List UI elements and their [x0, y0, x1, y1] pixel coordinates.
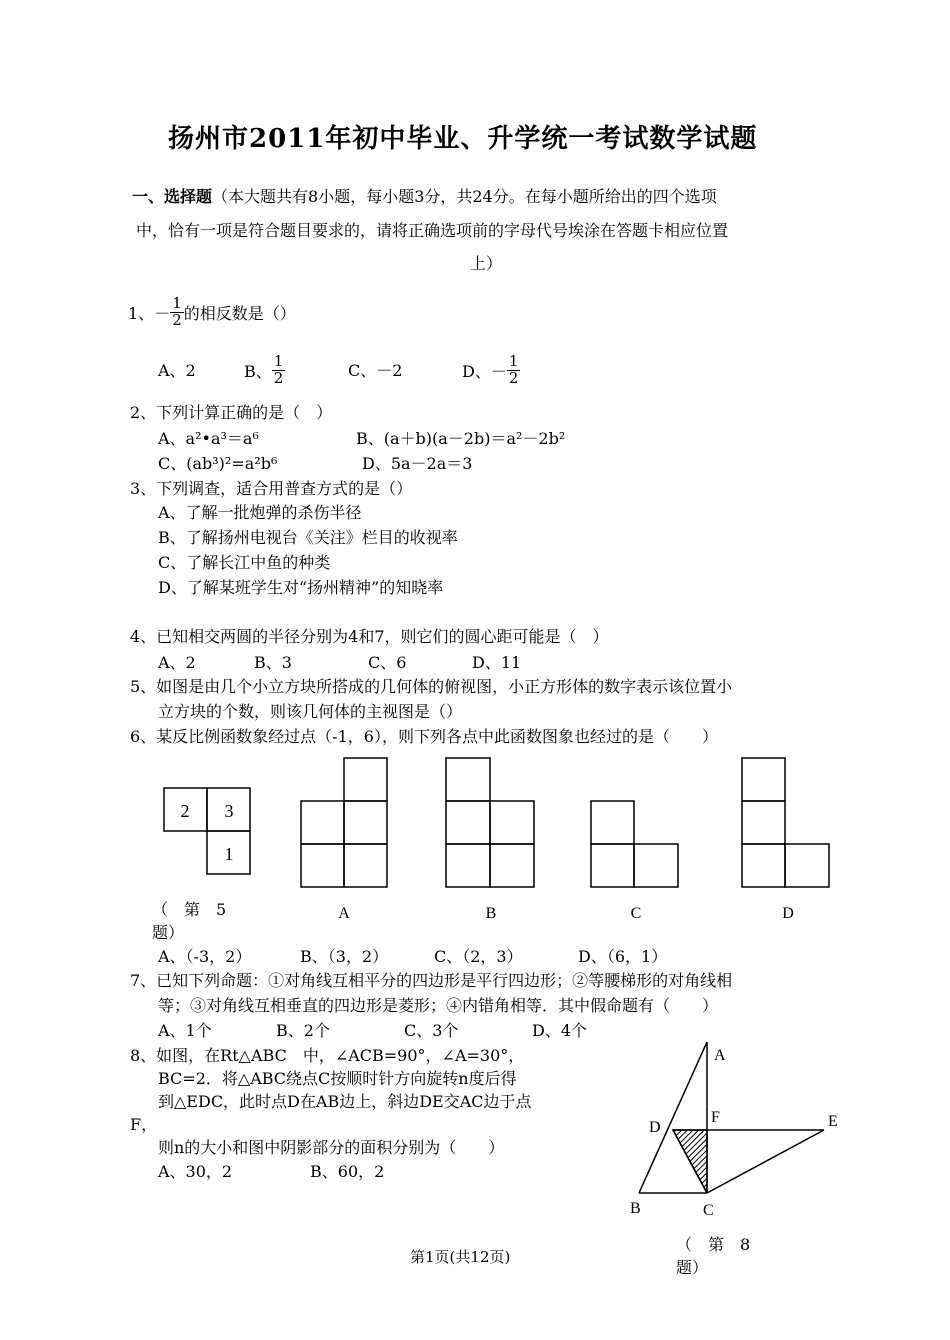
- q4-option-c: C、6: [368, 653, 407, 672]
- grid-number: 2: [180, 801, 190, 821]
- view-b-cell: [490, 801, 534, 844]
- vertex-b: B: [630, 1200, 641, 1217]
- page-title: 扬州市2011年初中毕业、升学统一考试数学试题: [168, 124, 758, 154]
- q5-caption-line1: （ 第 5: [152, 900, 227, 919]
- vertex-d: D: [649, 1119, 661, 1136]
- q1-option-c: C、－2: [348, 361, 403, 380]
- q7-option-b: B、2个: [276, 1021, 330, 1040]
- question-8-line3: 到△EDC，此时点D在AB边上，斜边DE交AC边于点: [158, 1092, 532, 1111]
- option-label: B、: [244, 361, 272, 381]
- view-b-cell: [446, 758, 490, 801]
- q7-option-d: D、4个: [532, 1021, 588, 1040]
- view-b-cell: [490, 844, 534, 887]
- view-a-cell: [344, 801, 387, 844]
- figure-label-a: A: [338, 905, 350, 922]
- view-b-cell: [446, 801, 490, 844]
- question-7-line2: 等；③对角线互相垂直的四边形是菱形；④内错角相等．其中假命题有（ ）: [158, 996, 719, 1015]
- q2-option-d: D、5a－2a＝3: [362, 454, 473, 473]
- q8-option-b: B、60，2: [310, 1162, 385, 1181]
- question-number: 1、: [128, 303, 155, 323]
- section-heading: 一、选择题: [132, 187, 213, 206]
- question-6: 6、某反比例函数象经过点（-1，6），则下列各点中此函数图象也经过的是（ ）: [130, 727, 718, 746]
- figure-label-b: B: [485, 905, 497, 922]
- view-a-cell: [301, 844, 344, 887]
- q3-option-c: C、了解长江中鱼的种类: [158, 553, 331, 572]
- q8-option-a: A、30，2: [158, 1162, 233, 1181]
- q2-option-c: C、(ab³)²=a²b⁶: [158, 454, 278, 473]
- q1-option-a: A、2: [158, 361, 196, 380]
- q3-option-a: A、了解一批炮弹的杀伤半径: [158, 503, 362, 522]
- question-4: 4、已知相交两圆的半径分别为4和7，则它们的圆心距可能是（ ）: [130, 627, 609, 646]
- question-8-line4: F，: [130, 1115, 158, 1134]
- q3-option-d: D、了解某班学生对“扬州精神”的知晓率: [158, 578, 444, 597]
- question-8-line1: 8、如图，在Rt△ABC 中，∠ACB=90°，∠A=30°，: [130, 1046, 525, 1065]
- vertex-a: A: [714, 1047, 726, 1064]
- vertex-e: E: [828, 1113, 838, 1130]
- minus-sign: －: [154, 303, 171, 323]
- section-intro-line2: 中，恰有一项是符合题目要求的，请将正确选项前的字母代号埃涂在答题卡相应位置: [136, 221, 729, 240]
- fraction-denominator: 2: [508, 368, 519, 387]
- view-c-cell: [591, 844, 634, 887]
- q8-caption-line1: （ 第 8: [676, 1235, 751, 1254]
- question-8-line5: 则n的大小和图中阴影部分的面积分别为（ ）: [158, 1138, 505, 1157]
- figure-label-c: C: [630, 905, 642, 922]
- view-c-cell: [591, 801, 634, 844]
- question-5-line1: 5、如图是由几个小立方块所搭成的几何体的俯视图，小正方形体的数字表示该位置小: [130, 677, 733, 696]
- question-text: 的相反数是（）: [183, 303, 296, 323]
- question-5-line2: 立方块的个数，则该几何体的主视图是（）: [158, 702, 463, 721]
- grid-number: 3: [224, 801, 234, 821]
- view-b-cell: [446, 844, 490, 887]
- view-d-cell: [785, 844, 829, 887]
- q4-option-a: A、2: [158, 653, 196, 672]
- point-f: F: [711, 1109, 720, 1126]
- section-intro-text: （本大题共有8小题，每小题3分，共24分。在每小题所给出的四个选项: [212, 187, 717, 206]
- view-a-cell: [344, 844, 387, 887]
- section-intro-line3: 上）: [470, 254, 503, 273]
- view-d-cell: [742, 801, 785, 844]
- fraction-numerator: 1: [508, 351, 519, 370]
- view-d-cell: [742, 758, 785, 801]
- q3-option-b: B、了解扬州电视台《关注》栏目的收视率: [158, 528, 458, 547]
- view-d-cell: [742, 844, 785, 887]
- page-footer: 第1页(共12页): [410, 1248, 511, 1266]
- question-7-line1: 7、已知下列命题：①对角线互相平分的四边形是平行四边形；②等腰梯形的对角线相: [130, 971, 733, 990]
- q6-option-d: D、（6，1）: [578, 947, 668, 966]
- figure-label-d: D: [782, 905, 794, 922]
- q7-option-c: C、3个: [404, 1021, 459, 1040]
- view-a-cell: [301, 801, 344, 844]
- fraction-numerator: 1: [273, 351, 284, 370]
- question-3: 3、下列调查，适合用普查方式的是（）: [130, 479, 413, 498]
- q4-option-b: B、3: [254, 653, 292, 672]
- q2-option-a: A、a²•a³＝a⁶: [158, 429, 259, 448]
- q2-option-b: B、(a＋b)(a－2b)＝a²－2b²: [356, 429, 566, 448]
- fraction-denominator: 2: [172, 310, 182, 329]
- q6-option-a: A、（-3，2）: [158, 947, 252, 966]
- question-2: 2、下列计算正确的是（ ）: [130, 403, 333, 422]
- fraction-numerator: 1: [172, 293, 182, 312]
- q8-triangle-figure: [600, 1030, 860, 1230]
- view-a-cell: [344, 758, 387, 801]
- q4-option-d: D、11: [472, 653, 522, 672]
- vertex-c: C: [703, 1202, 714, 1219]
- q5-caption-line2: 题）: [152, 923, 185, 942]
- q6-option-c: C、（2，3）: [434, 947, 523, 966]
- option-label: D、－: [462, 361, 507, 381]
- q6-option-b: B、（3，2）: [300, 947, 389, 966]
- grid-number: 1: [224, 844, 234, 864]
- view-c-cell: [634, 844, 678, 887]
- q8-caption-line2: 题）: [676, 1258, 709, 1277]
- q7-option-a: A、1个: [158, 1021, 212, 1040]
- side-ec: [707, 1130, 824, 1193]
- fraction-denominator: 2: [273, 368, 284, 387]
- question-8-line2: BC=2．将△ABC绕点C按顺时针方向旋转n度后得: [158, 1069, 517, 1088]
